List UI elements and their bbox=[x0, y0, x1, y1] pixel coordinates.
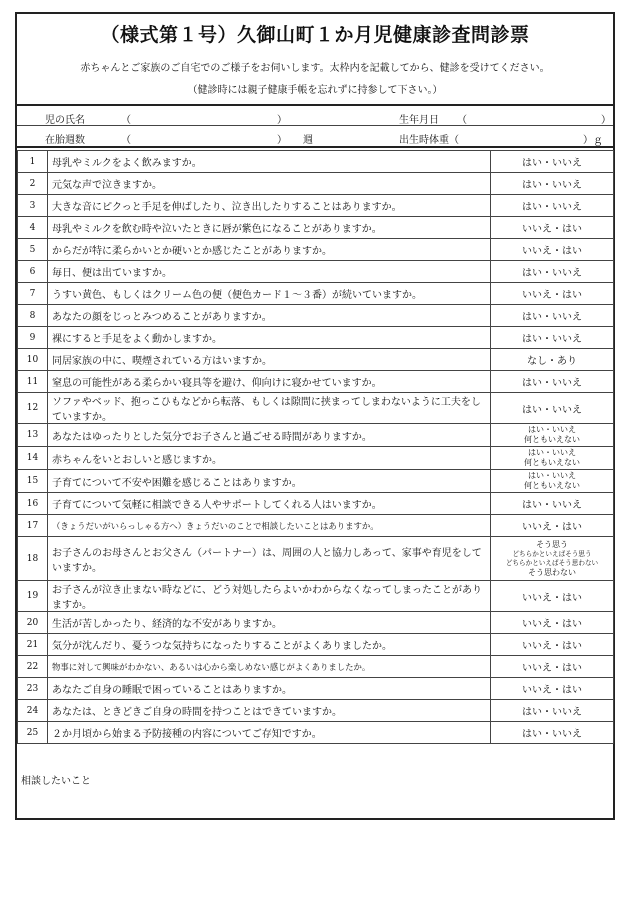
answer-choices[interactable] bbox=[491, 722, 614, 744]
question-row bbox=[18, 634, 614, 656]
question-text: （きょうだいがいらっしゃる方へ）きょうだいのことで相談したいことはありますか。 bbox=[48, 515, 491, 537]
question-number: 20 bbox=[18, 612, 48, 634]
answer-choices[interactable] bbox=[491, 424, 614, 447]
form-title: （様式第１号）久御山町１か月児健康診査問診票 bbox=[100, 24, 530, 46]
answer-choices[interactable] bbox=[491, 349, 614, 371]
gestation-open-paren: （ bbox=[121, 135, 131, 146]
answer-choices[interactable] bbox=[491, 195, 614, 217]
answer-option[interactable]: いいえ・はい bbox=[522, 522, 582, 533]
question-text: お子さんのお母さんとお父さん（パートナー）は、周囲の人と協力しあって、家事や育児をしていますか。 bbox=[48, 537, 491, 581]
answer-choices[interactable] bbox=[491, 283, 614, 305]
question-row bbox=[18, 217, 614, 239]
birth-info-row bbox=[17, 126, 613, 148]
question-text: 母乳やミルクを飲む時や泣いたときに唇が紫色になることがありますか。 bbox=[48, 217, 491, 239]
answer-option[interactable]: はい・いいえ bbox=[522, 202, 582, 213]
question-text: 生活が苦しかったり、経済的な不安がありますか。 bbox=[48, 612, 491, 634]
question-text: あなたは、ときどきご自身の時間を持つことはできていますか。 bbox=[48, 700, 491, 722]
intro-reminder: （健診時には親子健康手帳を忘れずに持参して下さい。） bbox=[187, 85, 443, 96]
question-row bbox=[18, 173, 614, 195]
answer-option[interactable]: はい・いいえ bbox=[522, 180, 582, 191]
question-row bbox=[18, 195, 614, 217]
gestation-weeks-label: 在胎週数 bbox=[45, 135, 85, 146]
question-number: 11 bbox=[18, 371, 48, 393]
question-text: 気分が沈んだり、憂うつな気持ちになったりすることがよくありましたか。 bbox=[48, 634, 491, 656]
answer-choices[interactable] bbox=[491, 261, 614, 283]
dob-open-paren: （ bbox=[457, 115, 467, 126]
question-text: ソファやベッド、抱っこひもなどから転落、もしくは隙間に挟まってしまわないように工夫をしていますか。 bbox=[48, 393, 491, 424]
question-number: 3 bbox=[18, 195, 48, 217]
question-number: 22 bbox=[18, 656, 48, 678]
answer-option[interactable]: はい・いいえ bbox=[522, 707, 582, 718]
intro-instructions: 赤ちゃんとご家族のご自宅でのご様子をお伺いします。太枠内を記載してから、健診を受けてください。 bbox=[80, 63, 550, 74]
answer-option[interactable]: いいえ・はい bbox=[522, 663, 582, 674]
question-number: 10 bbox=[18, 349, 48, 371]
question-row bbox=[18, 283, 614, 305]
question-text: 窒息の可能性がある柔らかい寝具等を避け、仰向けに寝かせていますか。 bbox=[48, 371, 491, 393]
question-row bbox=[18, 393, 614, 424]
question-text: 大きな音にピクっと手足を伸ばしたり、泣き出したりすることはありますか。 bbox=[48, 195, 491, 217]
answer-choices[interactable] bbox=[491, 151, 614, 173]
consultation-notes-label: 相談したいこと bbox=[21, 776, 91, 787]
child-name-close-paren: ） bbox=[277, 115, 287, 126]
answer-choices[interactable] bbox=[491, 656, 614, 678]
question-number: 24 bbox=[18, 700, 48, 722]
question-text: ２か月頃から始まる予防接種の内容についてご存知ですか。 bbox=[48, 722, 491, 744]
answer-option[interactable]: いいえ・はい bbox=[522, 246, 582, 257]
question-number: 9 bbox=[18, 327, 48, 349]
birth-weight-unit: ）ｇ bbox=[583, 135, 603, 146]
answer-choices[interactable] bbox=[491, 493, 614, 515]
question-number: 5 bbox=[18, 239, 48, 261]
answer-option[interactable]: はい・いいえ bbox=[522, 334, 582, 345]
question-number: 15 bbox=[18, 470, 48, 493]
answer-option-neutral[interactable]: 何ともいえない bbox=[524, 458, 580, 467]
question-text: からだが特に柔らかいとか硬いとか感じたことがありますか。 bbox=[48, 239, 491, 261]
question-number: 18 bbox=[18, 537, 48, 581]
answer-option[interactable]: いいえ・はい bbox=[522, 290, 582, 301]
question-row bbox=[18, 515, 614, 537]
question-text: あなたの顔をじっとみつめることがありますか。 bbox=[48, 305, 491, 327]
answer-option[interactable]: いいえ・はい bbox=[522, 619, 582, 630]
question-row bbox=[18, 239, 614, 261]
dob-label: 生年月日 bbox=[399, 115, 439, 126]
question-number: 6 bbox=[18, 261, 48, 283]
answer-option[interactable]: はい・いいえ bbox=[528, 471, 576, 480]
question-row bbox=[18, 493, 614, 515]
question-text: お子さんが泣き止まない時などに、どう対処したらよいかわからなくなってしまったことがありますか。 bbox=[48, 581, 491, 612]
question-number: 16 bbox=[18, 493, 48, 515]
answer-choices[interactable] bbox=[491, 678, 614, 700]
question-text: うすい黄色、もしくはクリーム色の便（便色カード１～３番）が続いていますか。 bbox=[48, 283, 491, 305]
questions-table bbox=[17, 150, 614, 744]
answer-option[interactable]: そう思わない bbox=[528, 567, 576, 577]
answer-choices[interactable] bbox=[491, 327, 614, 349]
question-text: 同居家族の中に、喫煙されている方はいますか。 bbox=[48, 349, 491, 371]
question-text: 毎日、便は出ていますか。 bbox=[48, 261, 491, 283]
question-text: 元気な声で泣きますか。 bbox=[48, 173, 491, 195]
question-row bbox=[18, 700, 614, 722]
answer-option-neutral[interactable]: 何ともいえない bbox=[524, 481, 580, 490]
answer-option[interactable]: はい・いいえ bbox=[522, 500, 582, 511]
question-row bbox=[18, 722, 614, 744]
question-row bbox=[18, 678, 614, 700]
health-checkup-form bbox=[15, 12, 615, 820]
answer-option[interactable]: いいえ・はい bbox=[522, 592, 582, 604]
answer-option[interactable]: はい・いいえ bbox=[522, 268, 582, 279]
answer-option-neutral[interactable]: 何ともいえない bbox=[524, 435, 580, 444]
question-row bbox=[18, 470, 614, 493]
question-row bbox=[18, 424, 614, 447]
answer-option[interactable]: いいえ・はい bbox=[522, 224, 582, 235]
answer-option[interactable]: なし・あり bbox=[527, 356, 577, 367]
question-row bbox=[18, 327, 614, 349]
answer-choices[interactable] bbox=[491, 700, 614, 722]
question-number: 21 bbox=[18, 634, 48, 656]
answer-option[interactable]: はい・いいえ bbox=[522, 404, 582, 416]
question-row bbox=[18, 447, 614, 470]
answer-option[interactable]: どちらかといえばそう思う bbox=[512, 549, 592, 558]
child-name-label: 児の氏名 bbox=[45, 115, 85, 126]
question-number: 23 bbox=[18, 678, 48, 700]
question-row bbox=[18, 612, 614, 634]
answer-option[interactable]: はい・いいえ bbox=[528, 425, 576, 434]
question-text: あなたご自身の睡眠で困っていることはありますか。 bbox=[48, 678, 491, 700]
question-row bbox=[18, 261, 614, 283]
question-number: 2 bbox=[18, 173, 48, 195]
answer-option[interactable]: はい・いいえ bbox=[522, 158, 582, 169]
answer-option[interactable]: はい・いいえ bbox=[528, 448, 576, 457]
question-text: 母乳やミルクをよく飲みますか。 bbox=[48, 151, 491, 173]
question-text: 子育てについて気軽に相談できる人やサポートしてくれる人はいますか。 bbox=[48, 493, 491, 515]
question-text: 赤ちゃんをいとおしいと感じますか。 bbox=[48, 447, 491, 470]
answer-choices[interactable] bbox=[491, 537, 614, 581]
question-row bbox=[18, 349, 614, 371]
answer-choices[interactable] bbox=[491, 612, 614, 634]
answer-choices[interactable] bbox=[491, 217, 614, 239]
question-row bbox=[18, 581, 614, 612]
answer-choices[interactable] bbox=[491, 470, 614, 493]
question-text: 子育てについて不安や困難を感じることはありますか。 bbox=[48, 470, 491, 493]
question-row bbox=[18, 656, 614, 678]
answer-option[interactable]: いいえ・はい bbox=[522, 685, 582, 696]
answer-choices[interactable] bbox=[491, 305, 614, 327]
answer-option[interactable]: どちらかといえばそう思わない bbox=[505, 558, 599, 567]
answer-choices[interactable] bbox=[491, 371, 614, 393]
question-number: 1 bbox=[18, 151, 48, 173]
answer-choices[interactable] bbox=[491, 634, 614, 656]
question-number: 4 bbox=[18, 217, 48, 239]
answer-option[interactable]: はい・いいえ bbox=[522, 312, 582, 323]
question-row bbox=[18, 305, 614, 327]
answer-choices[interactable] bbox=[491, 239, 614, 261]
child-name-open-paren: （ bbox=[121, 115, 131, 126]
child-info-row bbox=[17, 104, 613, 126]
dob-close-paren: ） bbox=[601, 115, 611, 126]
answer-choices[interactable] bbox=[491, 173, 614, 195]
answer-option[interactable]: はい・いいえ bbox=[522, 378, 582, 389]
question-text: 物事に対して興味がわかない、あるいは心から楽しめない感じがよくありましたか。 bbox=[48, 656, 491, 678]
birth-weight-label: 出生時体重（ bbox=[399, 135, 459, 146]
answer-option[interactable]: はい・いいえ bbox=[522, 729, 582, 740]
answer-option[interactable]: そう思う bbox=[536, 539, 568, 549]
question-number: 14 bbox=[18, 447, 48, 470]
answer-option[interactable]: いいえ・はい bbox=[522, 641, 582, 652]
answer-choices[interactable] bbox=[491, 515, 614, 537]
question-number: 25 bbox=[18, 722, 48, 744]
answer-choices[interactable] bbox=[491, 447, 614, 470]
question-number: 19 bbox=[18, 581, 48, 612]
question-text: 裸にすると手足をよく動かしますか。 bbox=[48, 327, 491, 349]
question-number: 7 bbox=[18, 283, 48, 305]
question-row bbox=[18, 537, 614, 581]
answer-choices[interactable] bbox=[491, 393, 614, 424]
question-text: あなたはゆったりとした気分でお子さんと過ごせる時間がありますか。 bbox=[48, 424, 491, 447]
question-number: 8 bbox=[18, 305, 48, 327]
question-row bbox=[18, 151, 614, 173]
gestation-close-paren: ） bbox=[277, 135, 287, 146]
gestation-weeks-unit: 週 bbox=[303, 135, 313, 146]
question-number: 12 bbox=[18, 393, 48, 424]
answer-choices[interactable] bbox=[491, 581, 614, 612]
question-number: 17 bbox=[18, 515, 48, 537]
question-number: 13 bbox=[18, 424, 48, 447]
question-row bbox=[18, 371, 614, 393]
